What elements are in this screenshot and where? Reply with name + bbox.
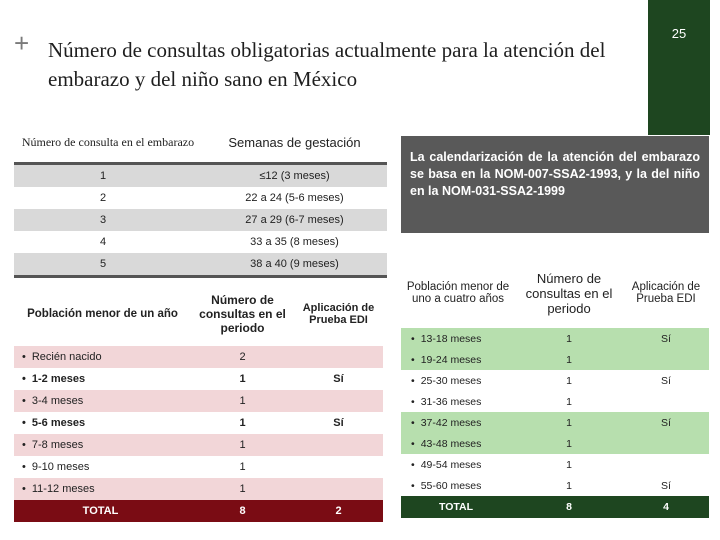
cell-consulta: 4 <box>14 231 202 253</box>
cell-poblacion: 49-54 meses <box>420 458 482 471</box>
page-number: 25 <box>671 26 687 41</box>
cell-consultas: 1 <box>515 475 623 496</box>
bullet-icon: • <box>22 417 26 429</box>
bullet-icon: • <box>411 416 415 429</box>
table-row <box>401 475 709 496</box>
cell-edi <box>294 390 383 412</box>
cell-consultas: 1 <box>191 368 294 390</box>
one-to-four-years-table <box>401 258 709 518</box>
total-edi: 4 <box>623 496 709 518</box>
bullet-icon: • <box>22 351 26 363</box>
table-row <box>14 368 383 390</box>
cell-consultas: 1 <box>515 412 623 433</box>
cell-poblacion: 7-8 meses <box>31 439 84 451</box>
cell-consultas: 1 <box>515 433 623 454</box>
cell-edi <box>294 434 383 456</box>
cell-edi <box>294 456 383 478</box>
table-row <box>401 454 709 475</box>
cell-edi: Sí <box>294 412 383 434</box>
header-poblacion: Población menor de un año <box>14 282 191 346</box>
bullet-icon: • <box>411 374 415 387</box>
total-consultas: 8 <box>191 500 294 522</box>
header-edi: Aplicación de Prueba EDI <box>623 258 709 328</box>
bullet-icon: • <box>411 353 415 366</box>
cell-edi <box>623 391 709 412</box>
cell-consultas: 2 <box>191 346 294 368</box>
cell-consulta: 3 <box>14 209 202 231</box>
table-row <box>401 433 709 454</box>
table-row <box>14 412 383 434</box>
cell-edi: Sí <box>623 328 709 349</box>
table-row <box>14 253 387 277</box>
header-edi: Aplicación de Prueba EDI <box>294 282 383 346</box>
pregnancy-consultations-table <box>14 122 387 278</box>
total-label: TOTAL <box>14 500 191 522</box>
table-row <box>401 349 709 370</box>
cell-poblacion: 1-2 meses <box>31 373 86 385</box>
cell-consultas: 1 <box>191 390 294 412</box>
header-consultas: Número de consultas en el periodo <box>515 258 623 328</box>
table-row <box>14 434 383 456</box>
cell-poblacion: 25-30 meses <box>420 374 482 387</box>
cell-poblacion: 31-36 meses <box>420 395 482 408</box>
table-row <box>14 231 387 253</box>
nom-info-box: La calendarización de la atención del embarazo se basa en la NOM-007-SSA2-1993, y la del niño en la NOM-031-SSA2-1999 <box>401 136 709 233</box>
bullet-icon: • <box>22 461 26 473</box>
table-row <box>14 346 383 368</box>
table-row <box>401 370 709 391</box>
cell-consultas: 1 <box>191 456 294 478</box>
cell-poblacion: 11-12 meses <box>31 483 95 495</box>
cell-edi <box>623 349 709 370</box>
total-edi: 2 <box>294 500 383 522</box>
table-row <box>14 478 383 500</box>
cell-poblacion: 19-24 meses <box>420 353 482 366</box>
header-semanas: Semanas de gestación <box>202 122 387 164</box>
cell-edi <box>294 478 383 500</box>
cell-edi: Sí <box>294 368 383 390</box>
cell-poblacion: 5-6 meses <box>31 417 86 429</box>
table-row <box>14 187 387 209</box>
cell-edi: Sí <box>623 475 709 496</box>
header-consultas: Número de consultas en el periodo <box>191 282 294 346</box>
cell-poblacion: Recién nacido <box>31 351 102 363</box>
cell-semanas: ≤12 (3 meses) <box>202 164 387 188</box>
table-row <box>14 209 387 231</box>
cell-poblacion: 37-42 meses <box>420 416 482 429</box>
header-consulta: Número de consulta en el embarazo <box>14 122 202 164</box>
cell-poblacion: 9-10 meses <box>31 461 90 473</box>
table-header <box>14 122 387 164</box>
bullet-icon: • <box>22 395 26 407</box>
cell-poblacion: 55-60 meses <box>420 479 482 492</box>
slide-title: Número de consultas obligatorias actualmente para la atención del embarazo y del niño sano en México <box>48 38 606 91</box>
bullet-icon: • <box>22 439 26 451</box>
cell-consultas: 1 <box>515 454 623 475</box>
bullet-icon: • <box>411 479 415 492</box>
cell-edi <box>294 346 383 368</box>
cell-consulta: 1 <box>14 164 202 188</box>
cell-semanas: 27 a 29 (6-7 meses) <box>202 209 387 231</box>
cell-poblacion: 13-18 meses <box>420 332 482 345</box>
bullet-icon: • <box>22 483 26 495</box>
cell-consultas: 1 <box>515 328 623 349</box>
bullet-icon: • <box>411 437 415 450</box>
cell-semanas: 33 a 35 (8 meses) <box>202 231 387 253</box>
cell-semanas: 22 a 24 (5-6 meses) <box>202 187 387 209</box>
cell-consultas: 1 <box>515 349 623 370</box>
total-row <box>401 496 709 518</box>
cell-consultas: 1 <box>191 434 294 456</box>
page-number-box <box>648 0 710 135</box>
table-row <box>14 164 387 188</box>
cell-consulta: 2 <box>14 187 202 209</box>
header-poblacion: Población menor de uno a cuatro años <box>401 258 515 328</box>
cell-consultas: 1 <box>515 370 623 391</box>
bullet-icon: • <box>411 458 415 471</box>
bullet-icon: • <box>411 332 415 345</box>
cell-poblacion: 3-4 meses <box>31 395 84 407</box>
cell-poblacion: 43-48 meses <box>420 437 482 450</box>
bullet-icon: • <box>411 395 415 408</box>
bullet-icon: • <box>22 373 26 385</box>
cell-edi <box>623 433 709 454</box>
table-row <box>401 391 709 412</box>
table-row <box>14 456 383 478</box>
under-one-year-table <box>14 282 383 522</box>
table-row <box>401 412 709 433</box>
table-row <box>401 328 709 349</box>
cell-consulta: 5 <box>14 253 202 277</box>
total-consultas: 8 <box>515 496 623 518</box>
cell-edi: Sí <box>623 370 709 391</box>
table-header <box>14 282 383 346</box>
cell-consultas: 1 <box>191 412 294 434</box>
table-header <box>401 258 709 328</box>
cell-consultas: 1 <box>515 391 623 412</box>
cell-edi <box>623 454 709 475</box>
total-label: TOTAL <box>401 496 515 518</box>
cell-edi: Sí <box>623 412 709 433</box>
plus-icon: + <box>14 28 30 58</box>
total-row <box>14 500 383 522</box>
cell-consultas: 1 <box>191 478 294 500</box>
table-row <box>14 390 383 412</box>
cell-semanas: 38 a 40 (9 meses) <box>202 253 387 277</box>
